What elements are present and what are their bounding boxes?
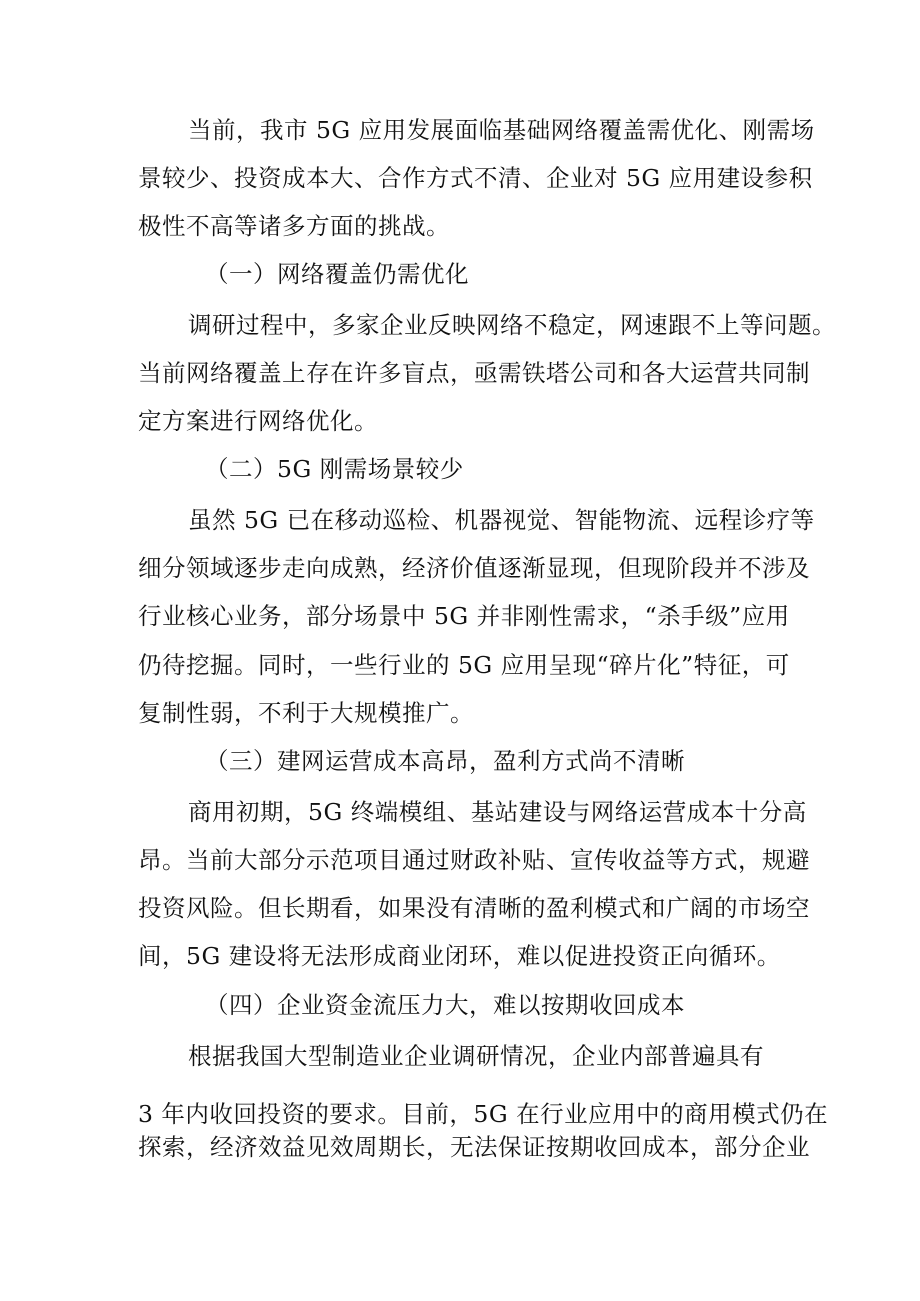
paragraph-2-line-3: 定方案进行网络优化。 bbox=[138, 407, 378, 435]
paragraph-4-line-2: 昂。当前大部分示范项目通过财政补贴、宣传收益等方式，规避 bbox=[138, 846, 810, 874]
paragraph-2-line-2: 当前网络覆盖上存在许多盲点，亟需铁塔公司和各大运营共同制 bbox=[138, 359, 810, 387]
paragraph-3-line-2: 细分领域逐步走向成熟，经济价值逐渐显现，但现阶段并不涉及 bbox=[138, 554, 810, 582]
paragraph-5-line-3: 探索，经济效益见效周期长，无法保证按期收回成本，部分企业 bbox=[138, 1133, 810, 1161]
paragraph-1-line-1: 当前，我市 5G 应用发展面临基础网络覆盖需优化、刚需场 bbox=[188, 116, 815, 144]
section-heading-4: （四）企业资金流压力大，难以按期收回成本 bbox=[205, 991, 685, 1019]
paragraph-5-line-1: 根据我国大型制造业企业调研情况，企业内部普遍具有 bbox=[188, 1042, 764, 1070]
section-heading-2: （二）5G 刚需场景较少 bbox=[205, 455, 464, 483]
paragraph-3-line-4: 仍待挖掘。同时，一些行业的 5G 应用呈现“碎片化”特征，可 bbox=[138, 651, 790, 679]
paragraph-1-line-3: 极性不高等诸多方面的挑战。 bbox=[138, 212, 450, 240]
paragraph-3-line-1: 虽然 5G 已在移动巡检、机器视觉、智能物流、远程诊疗等 bbox=[188, 506, 815, 534]
section-heading-3: （三）建网运营成本高昂，盈利方式尚不清晰 bbox=[205, 747, 685, 775]
paragraph-5-line-2: 3 年内收回投资的要求。目前，5G 在行业应用中的商用模式仍在 bbox=[138, 1100, 829, 1128]
paragraph-2-line-1: 调研过程中，多家企业反映网络不稳定，网速跟不上等问题。 bbox=[188, 311, 836, 339]
paragraph-4-line-3: 投资风险。但长期看，如果没有清晰的盈利模式和广阔的市场空 bbox=[138, 894, 810, 922]
paragraph-4-line-4: 间，5G 建设将无法形成商业闭环，难以促进投资正向循环。 bbox=[138, 942, 781, 970]
paragraph-3-line-5: 复制性弱，不利于大规模推广。 bbox=[138, 699, 474, 727]
paragraph-3-line-3: 行业核心业务，部分场景中 5G 并非刚性需求，“杀手级”应用 bbox=[138, 602, 790, 630]
paragraph-1-line-2: 景较少、投资成本大、合作方式不清、企业对 5G 应用建设参积 bbox=[138, 164, 813, 192]
section-heading-1: （一）网络覆盖仍需优化 bbox=[205, 260, 469, 288]
paragraph-4-line-1: 商用初期，5G 终端模组、基站建设与网络运营成本十分高 bbox=[188, 798, 807, 826]
